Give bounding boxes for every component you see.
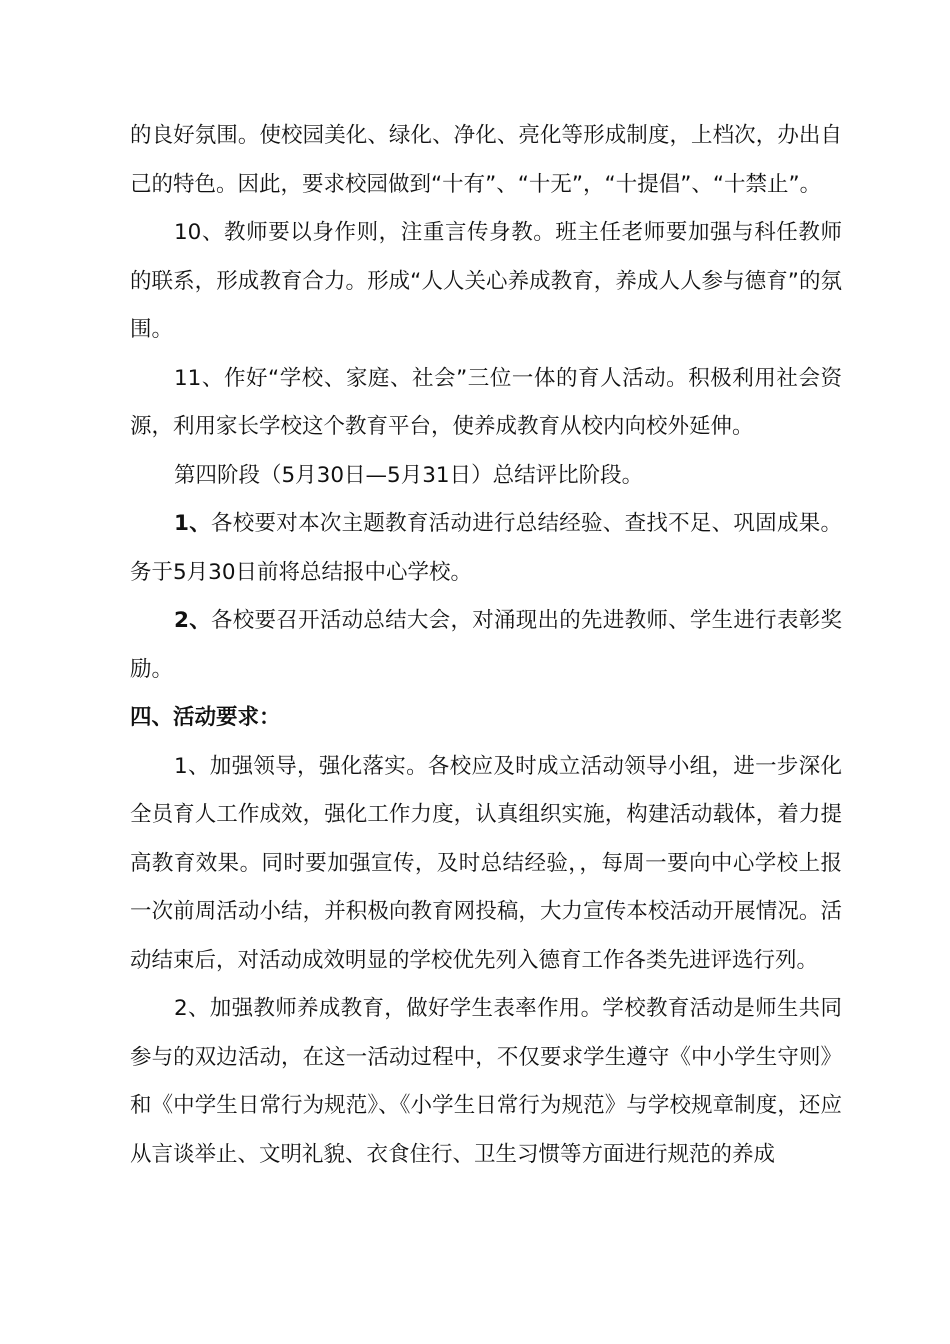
- paragraph-stage-four-item-2: [130, 597, 842, 694]
- paragraph-item-10: 10、教师要以身作则，注重言传身教。班主任老师要加强与科任教师的联系，形成教育合力。形成“人人关心养成教育，养成人人参与德育”的氛围。: [130, 220, 842, 342]
- document-page: [130, 112, 842, 1179]
- item-text: 各校要对本次主题教育活动进行总结经验、查找不足、巩固成果。务于5月30日前将总结报中心学校。: [130, 511, 842, 585]
- paragraph-stage-four-title: 第四阶段（5月30日—5月31日）总结评比阶段。: [174, 462, 644, 488]
- section-heading-requirements: 四、活动要求：: [130, 705, 281, 730]
- paragraph-continuation: 的良好氛围。使校园美化、绿化、净化、亮化等形成制度，上档次，办出自己的特色。因此，要求校园做到“十有”、“十无”，“十提倡”、“十禁止”。: [130, 123, 842, 197]
- item-number-bold: 1、: [174, 511, 211, 536]
- paragraph-stage-four-item-1: [130, 500, 842, 597]
- paragraph-requirement-2: 2、加强教师养成教育，做好学生表率作用。学校教育活动是师生共同参与的双边活动，在这一活动过程中，不仅要求学生遵守《中小学生守则》和《中学生日常行为规范》、《小学生日常行为规范》与学校规章制度，还应从言谈举止、文明礼貌、衣食住行、卫生习惯等方面进行规范的养成: [130, 996, 842, 1167]
- paragraph-requirement-1: 1、加强领导，强化落实。各校应及时成立活动领导小组，进一步深化全员育人工作成效，强化工作力度，认真组织实施，构建活动载体，着力提高教育效果。同时要加强宣传，及时总结经验，，每周一要向中心学校上报一次前周活动小结，并积极向教育网投稿，大力宣传本校活动开展情况。活动结束后，对活动成效明显的学校优先列入德育工作各类先进评选行列。: [130, 753, 842, 973]
- paragraph-item-11: 11、作好“学校、家庭、社会”三位一体的育人活动。积极利用社会资源，利用家长学校这个教育平台，使养成教育从校内向校外延伸。: [130, 365, 842, 439]
- item-number-bold: 2、: [174, 608, 211, 633]
- item-text: 各校要召开活动总结大会，对涌现出的先进教师、学生进行表彰奖励。: [130, 608, 842, 682]
